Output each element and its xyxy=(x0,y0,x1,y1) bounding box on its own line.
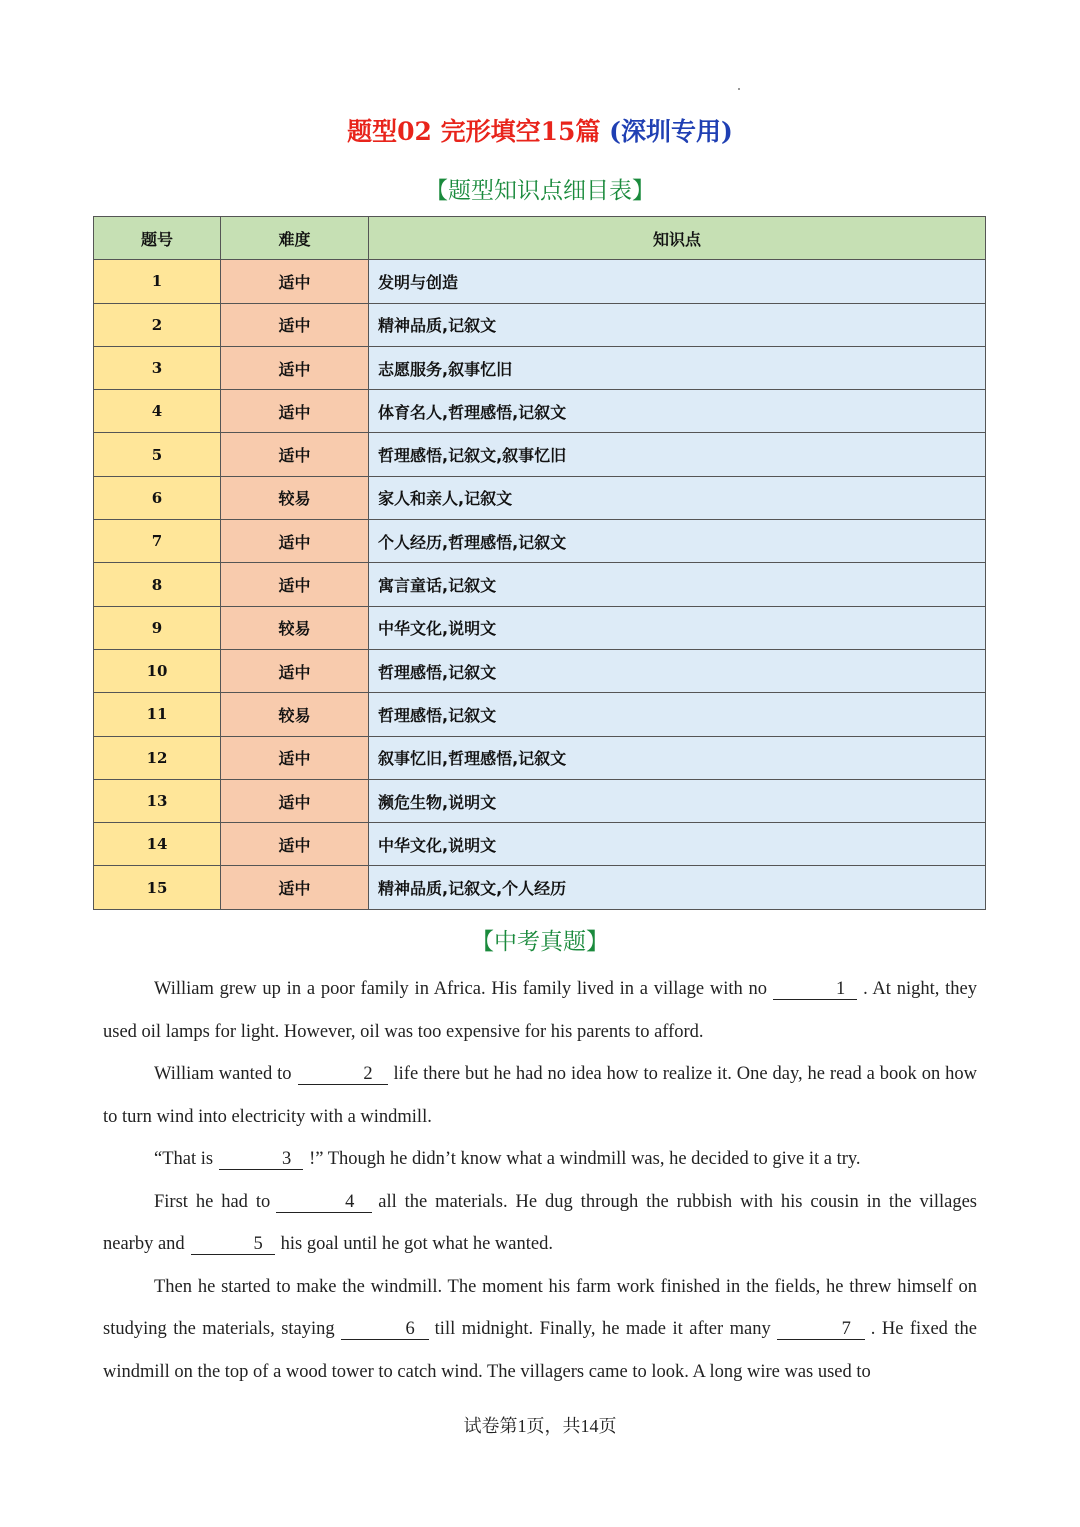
table-row xyxy=(94,693,986,736)
table-row xyxy=(94,390,986,433)
cell-difficulty: 适中 xyxy=(221,563,369,606)
passage-text: !” Though he didn’t know what a windmill was, he decided to give it a try. xyxy=(309,1149,861,1169)
cell-difficulty: 适中 xyxy=(221,260,369,303)
cloze-passage xyxy=(103,968,977,1393)
paragraph xyxy=(103,1181,977,1266)
table-row xyxy=(94,260,986,303)
passage-text: till midnight. Finally, he made it after many xyxy=(434,1319,771,1339)
passage-text: his goal until he got what he wanted. xyxy=(280,1234,553,1254)
table-row xyxy=(94,823,986,866)
table-row xyxy=(94,736,986,779)
cell-number: 2 xyxy=(94,303,221,346)
cell-topic: 哲理感悟,记叙文,叙事忆旧 xyxy=(369,433,986,476)
cell-topic: 发明与创造 xyxy=(369,260,986,303)
cell-difficulty: 较易 xyxy=(221,606,369,649)
cell-topic: 志愿服务,叙事忆旧 xyxy=(369,346,986,389)
header-topic: 知识点 xyxy=(369,217,986,260)
paragraph xyxy=(103,1138,977,1181)
cell-difficulty: 适中 xyxy=(221,346,369,389)
passage-text: William grew up in a poor family in Africa. His family lived in a village with no xyxy=(154,979,768,999)
cell-topic: 家人和亲人,记叙文 xyxy=(369,476,986,519)
cell-difficulty: 适中 xyxy=(221,779,369,822)
passage-text: . He fixed the windmill on the top of a wood tower to catch wind. The villagers came to look. A long wire was used to xyxy=(103,1319,977,1382)
cell-number: 9 xyxy=(94,606,221,649)
cell-difficulty: 适中 xyxy=(221,520,369,563)
table-heading: 【题型知识点细目表】 xyxy=(425,178,655,204)
paragraph xyxy=(103,1053,977,1138)
passage-text: life there but he had no idea how to realize it. One day, he read a book on how to turn wind into electricity with a windmill. xyxy=(103,1064,977,1127)
title-region: (深圳专用) xyxy=(609,117,733,146)
cell-number: 11 xyxy=(94,693,221,736)
table-row xyxy=(94,779,986,822)
table-row xyxy=(94,476,986,519)
table-row xyxy=(94,433,986,476)
table-row xyxy=(94,563,986,606)
cell-number: 3 xyxy=(94,346,221,389)
cell-topic: 精神品质,记叙文 xyxy=(369,303,986,346)
cell-topic: 哲理感悟,记叙文 xyxy=(369,693,986,736)
passage-text: Then he started to make the windmill. The moment his farm work finished in the fields, he threw himself on studying the materials, staying xyxy=(103,1276,977,1339)
cell-topic: 叙事忆旧,哲理感悟,记叙文 xyxy=(369,736,986,779)
cell-number: 8 xyxy=(94,563,221,606)
header-difficulty: 难度 xyxy=(221,217,369,260)
paragraph xyxy=(103,968,977,1053)
cell-number: 7 xyxy=(94,520,221,563)
paragraph xyxy=(103,1266,977,1394)
cell-difficulty: 适中 xyxy=(221,433,369,476)
passage-text: William wanted to xyxy=(154,1064,292,1084)
table-row xyxy=(94,649,986,692)
blank-5: 5 xyxy=(191,1234,275,1255)
cell-number: 4 xyxy=(94,390,221,433)
passage-text: all the materials. He dug through the rubbish with his cousin in the villages nearby and xyxy=(103,1191,977,1254)
cell-topic: 体育名人,哲理感悟,记叙文 xyxy=(369,390,986,433)
blank-2: 2 xyxy=(298,1064,388,1085)
blank-1: 1 xyxy=(773,979,857,1000)
cell-difficulty: 适中 xyxy=(221,866,369,909)
exam-heading: 【中考真题】 xyxy=(471,929,609,955)
cell-difficulty: 适中 xyxy=(221,649,369,692)
cell-difficulty: 较易 xyxy=(221,476,369,519)
blank-6: 6 xyxy=(341,1319,429,1340)
cell-topic: 哲理感悟,记叙文 xyxy=(369,649,986,692)
cell-difficulty: 较易 xyxy=(221,693,369,736)
blank-7: 7 xyxy=(777,1319,865,1340)
table-header-row xyxy=(94,217,986,260)
knowledge-point-table xyxy=(93,216,986,910)
document-title xyxy=(0,112,1080,148)
cell-number: 13 xyxy=(94,779,221,822)
stray-dot xyxy=(738,88,740,90)
cell-topic: 濒危生物,说明文 xyxy=(369,779,986,822)
table-row xyxy=(94,606,986,649)
table-row xyxy=(94,520,986,563)
cell-topic: 中华文化,说明文 xyxy=(369,823,986,866)
cell-number: 14 xyxy=(94,823,221,866)
passage-text: . At night, they used oil lamps for light. However, oil was too expensive for his parents to afford. xyxy=(103,979,977,1042)
cell-topic: 精神品质,记叙文,个人经历 xyxy=(369,866,986,909)
cell-number: 12 xyxy=(94,736,221,779)
cell-number: 5 xyxy=(94,433,221,476)
page-footer: 试卷第1页，共14页 xyxy=(463,1416,617,1436)
cell-difficulty: 适中 xyxy=(221,823,369,866)
cell-topic: 寓言童话,记叙文 xyxy=(369,563,986,606)
passage-text: “That is xyxy=(154,1149,214,1169)
cell-number: 15 xyxy=(94,866,221,909)
table-row xyxy=(94,346,986,389)
blank-3: 3 xyxy=(219,1149,303,1170)
cell-difficulty: 适中 xyxy=(221,303,369,346)
cell-difficulty: 适中 xyxy=(221,390,369,433)
passage-text: First he had to xyxy=(154,1191,271,1212)
cell-difficulty: 适中 xyxy=(221,736,369,779)
cell-number: 1 xyxy=(94,260,221,303)
table-row xyxy=(94,866,986,909)
cell-number: 6 xyxy=(94,476,221,519)
header-number: 题号 xyxy=(94,217,221,260)
title-main: 题型02 完形填空15篇 xyxy=(347,117,601,146)
blank-4: 4 xyxy=(276,1192,372,1213)
table-row xyxy=(94,303,986,346)
cell-number: 10 xyxy=(94,649,221,692)
cell-topic: 个人经历,哲理感悟,记叙文 xyxy=(369,520,986,563)
cell-topic: 中华文化,说明文 xyxy=(369,606,986,649)
